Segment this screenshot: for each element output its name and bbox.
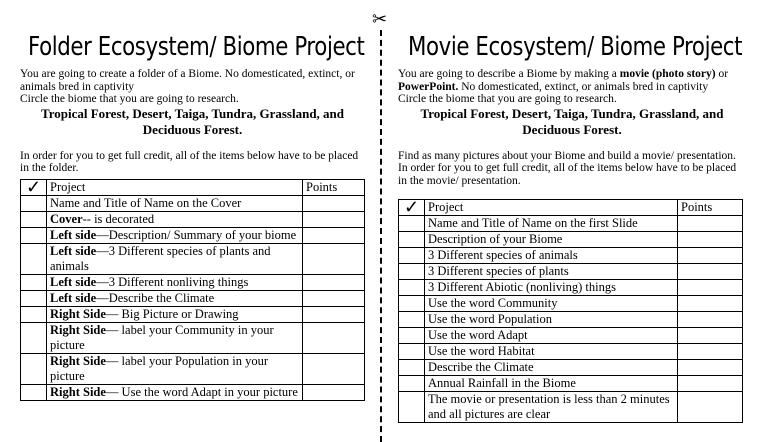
folder-intro-text: You are going to create a folder of a Biome. No domesticated, extinct, or animals bred in captivity <box>20 68 355 93</box>
check-header-icon: ✓ <box>21 179 47 195</box>
folder-circle-line: Circle the biome that you are going to research. <box>20 93 239 105</box>
check-cell <box>21 384 47 400</box>
points-cell <box>678 344 743 360</box>
table-row <box>399 232 743 248</box>
project-item-section: Left side <box>50 243 97 258</box>
table-row <box>21 227 365 243</box>
table-row <box>399 392 743 423</box>
points-cell <box>678 216 743 232</box>
check-cell <box>399 232 425 248</box>
points-cell <box>303 290 365 306</box>
movie-biome-list: Tropical Forest, Desert, Taiga, Tundra, Grassland, and Deciduous Forest. <box>420 105 724 137</box>
check-cell <box>399 264 425 280</box>
project-item-section: Right Side <box>50 322 106 337</box>
project-item-section: Left side <box>50 290 97 305</box>
movie-or-text: or <box>715 68 729 80</box>
project-item <box>47 322 303 353</box>
table-row <box>399 248 743 264</box>
table-row <box>21 274 365 290</box>
project-item <box>47 195 303 211</box>
check-cell <box>21 306 47 322</box>
check-cell <box>399 280 425 296</box>
table-row <box>399 312 743 328</box>
project-item: 3 Different Abiotic (nonliving) things <box>425 280 678 296</box>
project-item: Describe the Climate <box>425 360 678 376</box>
table-row <box>21 243 365 274</box>
table-row <box>399 264 743 280</box>
movie-circle-line: Circle the biome that you are going to research. <box>398 93 617 105</box>
points-cell <box>303 227 365 243</box>
points-cell <box>303 211 365 227</box>
check-cell <box>399 296 425 312</box>
points-cell <box>678 248 743 264</box>
movie-project-title: Movie Ecosystem/ Biome Project <box>408 32 743 62</box>
points-cell <box>303 306 365 322</box>
project-item <box>47 290 303 306</box>
points-header: Points <box>303 179 365 195</box>
points-cell <box>303 274 365 290</box>
check-header-icon: ✓ <box>399 200 425 216</box>
check-cell <box>21 243 47 274</box>
points-cell <box>303 195 365 211</box>
table-row <box>399 344 743 360</box>
project-header: Project <box>425 200 678 216</box>
check-cell <box>21 290 47 306</box>
check-cell <box>399 376 425 392</box>
project-item <box>47 211 303 227</box>
check-cell <box>21 195 47 211</box>
folder-credit-text: In order for you to get full credit, all of the items below have to be placed in the folder. <box>20 149 359 174</box>
points-cell <box>678 328 743 344</box>
points-cell <box>303 322 365 353</box>
points-cell <box>678 264 743 280</box>
project-header: Project <box>47 179 303 195</box>
points-cell <box>678 392 743 423</box>
project-item-section: Right Side <box>50 353 106 368</box>
table-row <box>21 322 365 353</box>
project-item-text: —Describe the Climate <box>96 290 215 305</box>
check-cell <box>21 227 47 243</box>
points-cell <box>303 243 365 274</box>
check-cell <box>399 312 425 328</box>
project-item: Use the word Community <box>425 296 678 312</box>
folder-project-column <box>20 0 365 401</box>
points-cell <box>678 280 743 296</box>
points-header: Points <box>678 200 743 216</box>
check-cell <box>399 392 425 423</box>
project-item-text: — Use the word Adapt in your picture <box>105 384 298 399</box>
project-item-section: Right Side <box>50 306 106 321</box>
points-cell <box>678 312 743 328</box>
project-item-text: Name and Title of Name on the Cover <box>50 195 242 210</box>
check-cell <box>399 216 425 232</box>
check-cell <box>21 211 47 227</box>
movie-intro <box>398 68 746 106</box>
folder-project-title: Folder Ecosystem/ Biome Project <box>28 32 365 62</box>
folder-biome-list: Tropical Forest, Desert, Taiga, Tundra, Grassland, and Deciduous Forest. <box>40 105 345 137</box>
points-cell <box>303 353 365 384</box>
movie-intro-text: You are going to describe a Biome by making a <box>398 68 620 80</box>
check-cell <box>399 328 425 344</box>
project-item-text: —Description/ Summary of your biome <box>96 227 297 242</box>
table-row <box>399 216 743 232</box>
project-item: Name and Title of Name on the first Slide <box>425 216 678 232</box>
project-item-text: — label your Population in your picture <box>50 353 269 383</box>
table-row <box>21 353 365 384</box>
movie-checklist-table <box>398 199 743 423</box>
movie-intro-rest: No domesticated, extinct, or animals bred in captivity <box>458 80 709 93</box>
project-item <box>47 274 303 290</box>
table-header-row <box>21 179 365 195</box>
movie-project-column <box>398 0 746 423</box>
check-cell <box>399 344 425 360</box>
table-row <box>21 290 365 306</box>
table-row <box>399 360 743 376</box>
project-item: Use the word Habitat <box>425 344 678 360</box>
points-cell <box>678 232 743 248</box>
project-item-text: —3 Different species of plants and animals <box>50 243 271 273</box>
check-cell <box>21 322 47 353</box>
table-row <box>21 384 365 400</box>
movie-format-text: movie (photo story) <box>619 68 716 80</box>
project-item-section: Right Side <box>50 384 106 399</box>
folder-intro <box>20 68 365 106</box>
project-item: 3 Different species of animals <box>425 248 678 264</box>
project-item: Annual Rainfall in the Biome <box>425 376 678 392</box>
project-item <box>47 243 303 274</box>
table-row <box>399 296 743 312</box>
table-header-row <box>399 200 743 216</box>
project-item-text: — Big Picture or Drawing <box>105 306 239 321</box>
table-row <box>399 280 743 296</box>
powerpoint-format-text: PowerPoint. <box>398 80 459 93</box>
table-row <box>21 195 365 211</box>
project-item-text: —3 Different nonliving things <box>96 274 249 289</box>
table-row <box>399 376 743 392</box>
project-item: 3 Different species of plants <box>425 264 678 280</box>
table-row <box>399 328 743 344</box>
project-item: Use the word Population <box>425 312 678 328</box>
points-cell <box>303 384 365 400</box>
project-item <box>47 353 303 384</box>
points-cell <box>678 376 743 392</box>
project-item <box>47 227 303 243</box>
project-item-text: -- is decorated <box>82 211 155 226</box>
project-item <box>47 384 303 400</box>
project-item <box>47 306 303 322</box>
table-row <box>21 306 365 322</box>
project-item: Use the word Adapt <box>425 328 678 344</box>
check-cell <box>21 353 47 384</box>
folder-checklist-table <box>20 176 365 401</box>
scissors-icon: ✂ <box>372 9 388 29</box>
cut-line-divider <box>380 30 382 442</box>
check-cell <box>399 360 425 376</box>
project-item-section: Left side <box>50 274 97 289</box>
project-item: The movie or presentation is less than 2 minutes and all pictures are clear <box>425 392 678 423</box>
project-item-section: Cover <box>50 211 83 226</box>
project-item: Description of your Biome <box>425 232 678 248</box>
table-row <box>21 211 365 227</box>
check-cell <box>399 248 425 264</box>
points-cell <box>678 296 743 312</box>
project-item-text: — label your Community in your picture <box>50 322 274 352</box>
movie-credit-text: Find as many pictures about your Biome and build a movie/ presentation. In order for you to get full credit, all of the items below have to be placed in the movie/ presentation. <box>398 149 737 187</box>
project-item-section: Left side <box>50 227 97 242</box>
points-cell <box>678 360 743 376</box>
check-cell <box>21 274 47 290</box>
